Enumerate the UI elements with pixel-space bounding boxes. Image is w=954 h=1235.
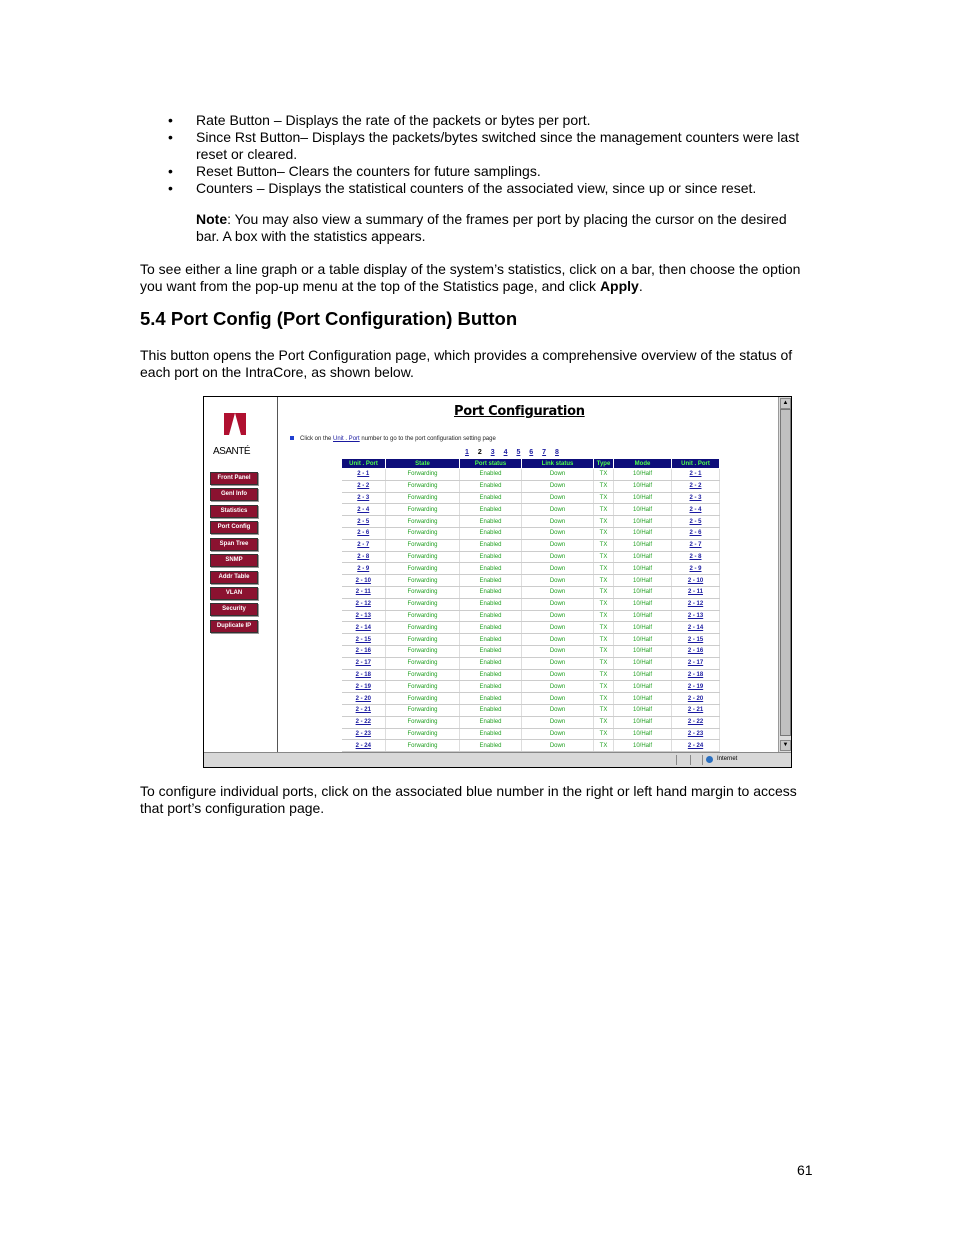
status-divider (676, 755, 677, 765)
table-cell: 10/Half (614, 563, 672, 575)
table-cell: Forwarding (386, 622, 460, 634)
table-row (342, 539, 720, 551)
statistics-paragraph: To see either a line graph or a table display of the system’s statistics, click on a bar, then choose the option you want from the pop-up menu at the top of the Statistics page, and click Apply. (140, 261, 801, 294)
table-cell: Enabled (460, 563, 522, 575)
table-cell: 10/Half (614, 551, 672, 563)
table-cell: TX (594, 622, 614, 634)
bullet-item: • Rate Button – Displays the rate of the packets or bytes per port. (168, 112, 591, 128)
table-cell: 10/Half (614, 480, 672, 492)
table-cell: Forwarding (386, 480, 460, 492)
table-cell: 10/Half (614, 728, 672, 740)
table-cell: Forwarding (386, 551, 460, 563)
table-cell: TX (594, 693, 614, 705)
table-cell: Enabled (460, 622, 522, 634)
table-cell: TX (594, 716, 614, 728)
table-cell: 10/Half (614, 693, 672, 705)
table-cell: TX (594, 657, 614, 669)
table-cell: Enabled (460, 693, 522, 705)
table-cell: Forwarding (386, 669, 460, 681)
port-link[interactable]: 2 - 11 (342, 586, 386, 598)
table-cell: Forwarding (386, 492, 460, 504)
unit-link-1[interactable]: 1 (465, 449, 469, 456)
table-cell: TX (594, 610, 614, 622)
table-row (342, 563, 720, 575)
table-cell: Forwarding (386, 539, 460, 551)
port-link[interactable]: 2 - 19 (342, 681, 386, 693)
table-row (342, 669, 720, 681)
table-cell: 10/Half (614, 586, 672, 598)
port-link[interactable]: 2 - 16 (342, 645, 386, 657)
instruction-text: Click on the Unit . Port number to go to the port configuration setting page (290, 436, 496, 442)
table-cell: Enabled (460, 586, 522, 598)
table-cell: Forwarding (386, 681, 460, 693)
table-cell: Forwarding (386, 610, 460, 622)
table-row (342, 575, 720, 587)
table-cell: Enabled (460, 539, 522, 551)
table-cell: Down (522, 575, 594, 587)
table-cell: Forwarding (386, 693, 460, 705)
unit-link-8[interactable]: 8 (555, 449, 559, 456)
table-cell: Forwarding (386, 527, 460, 539)
table-cell: Down (522, 657, 594, 669)
bullet-item: • Since Rst Button– Displays the packets/bytes switched since the management counters were last reset or cleared. (168, 129, 800, 162)
table-cell: TX (594, 527, 614, 539)
table-cell: Down (522, 716, 594, 728)
table-row (342, 610, 720, 622)
port-config-screenshot (203, 396, 792, 768)
port-link[interactable]: 2 - 15 (342, 634, 386, 646)
table-cell: Enabled (460, 740, 522, 752)
table-cell: Enabled (460, 645, 522, 657)
nav-port-config-button[interactable]: Port Config (210, 521, 258, 534)
table-cell: Down (522, 622, 594, 634)
port-link[interactable]: 2 - 22 (342, 716, 386, 728)
table-cell: Forwarding (386, 586, 460, 598)
table-cell: TX (594, 728, 614, 740)
table-cell: Enabled (460, 469, 522, 481)
note-label: Note (196, 211, 228, 227)
port-link[interactable]: 2 - 10 (672, 575, 720, 587)
status-divider (702, 755, 703, 765)
bullet-icon (290, 436, 294, 440)
table-cell: Enabled (460, 716, 522, 728)
table-cell: TX (594, 469, 614, 481)
unit-link-7[interactable]: 7 (542, 449, 547, 456)
table-cell: Forwarding (386, 716, 460, 728)
page-title: Port Configuration (454, 404, 585, 419)
table-row (342, 693, 720, 705)
table-row (342, 492, 720, 504)
bullet-dot-icon: • (168, 162, 173, 179)
unit-link-3[interactable]: 3 (490, 449, 495, 456)
bullet-dot-icon: • (168, 129, 173, 145)
table-row (342, 645, 720, 657)
port-link[interactable]: 2 - 10 (342, 575, 386, 587)
table-header-row (342, 459, 720, 469)
table-cell: Down (522, 634, 594, 646)
table-cell: TX (594, 492, 614, 504)
table-cell: Forwarding (386, 598, 460, 610)
table-cell: 10/Half (614, 704, 672, 716)
scroll-down-arrow-icon[interactable]: ▼ (780, 740, 791, 751)
port-link[interactable]: 2 - 24 (342, 740, 386, 752)
table-cell: Down (522, 610, 594, 622)
table-cell: TX (594, 480, 614, 492)
table-cell: TX (594, 669, 614, 681)
port-link[interactable]: 2 - 5 (342, 516, 386, 528)
table-row (342, 516, 720, 528)
table-cell: 10/Half (614, 539, 672, 551)
table-cell: TX (594, 551, 614, 563)
table-cell: TX (594, 740, 614, 752)
status-divider (690, 755, 691, 765)
table-body (342, 469, 720, 752)
table-cell: TX (594, 586, 614, 598)
table-row (342, 504, 720, 516)
table-cell: Enabled (460, 575, 522, 587)
table-cell: 10/Half (614, 645, 672, 657)
feature-bullet-list (168, 112, 818, 197)
table-row (342, 657, 720, 669)
bullet-item: • Reset Button– Clears the counters for future samplings. (168, 162, 541, 179)
vertical-scrollbar[interactable] (778, 397, 791, 752)
table-cell: Down (522, 598, 594, 610)
table-cell: Enabled (460, 610, 522, 622)
port-link[interactable]: 2 - 1 (672, 469, 720, 481)
bullet-dot-icon: • (168, 112, 173, 128)
unit-port-link[interactable]: Unit . Port (333, 436, 360, 442)
scroll-up-arrow-icon[interactable]: ▲ (780, 398, 791, 409)
port-link[interactable]: 2 - 17 (342, 657, 386, 669)
nav-front-panel-button[interactable]: Front Panel (210, 472, 258, 485)
table-cell: TX (594, 539, 614, 551)
asante-logo-icon (224, 413, 246, 435)
table-cell: Down (522, 563, 594, 575)
note-text: : You may also view a summary of the frames per port by placing the cursor on the desired bar. A box with the statistics appears. (196, 211, 787, 244)
table-cell: 10/Half (614, 634, 672, 646)
table-cell: Enabled (460, 657, 522, 669)
table-row (342, 527, 720, 539)
table-cell: Forwarding (386, 740, 460, 752)
table-cell: Enabled (460, 728, 522, 740)
port-link[interactable]: 2 - 24 (672, 740, 720, 752)
nav-genl-info-button[interactable]: Genl Info (210, 488, 258, 501)
page-number: 61 (797, 1162, 813, 1178)
column-header: Unit . Port (342, 459, 386, 469)
port-link[interactable]: 2 - 12 (672, 598, 720, 610)
port-link[interactable]: 2 - 13 (342, 610, 386, 622)
port-link[interactable]: 2 - 21 (342, 704, 386, 716)
port-link[interactable]: 2 - 2 (342, 480, 386, 492)
table-cell: 10/Half (614, 469, 672, 481)
port-link[interactable]: 2 - 7 (342, 539, 386, 551)
nav-security-button[interactable]: Security (210, 603, 258, 616)
table-row (342, 622, 720, 634)
port-link[interactable]: 2 - 14 (342, 622, 386, 634)
table-row (342, 551, 720, 563)
scroll-thumb[interactable] (780, 409, 791, 736)
port-link[interactable]: 2 - 23 (672, 728, 720, 740)
table-cell: Down (522, 704, 594, 716)
port-link[interactable]: 2 - 16 (672, 645, 720, 657)
table-cell: Enabled (460, 551, 522, 563)
port-link[interactable]: 2 - 11 (672, 586, 720, 598)
unit-selector (465, 449, 566, 456)
nav-span-tree-button[interactable]: Span Tree (210, 538, 258, 551)
table-cell: Forwarding (386, 563, 460, 575)
port-link[interactable]: 2 - 15 (672, 634, 720, 646)
table-cell: Forwarding (386, 634, 460, 646)
port-link[interactable]: 2 - 19 (672, 681, 720, 693)
nav-vlan-button[interactable]: VLAN (210, 587, 258, 600)
table-cell: Down (522, 480, 594, 492)
main-content (278, 397, 777, 752)
nav-sidebar (204, 397, 278, 752)
port-link[interactable]: 2 - 18 (342, 669, 386, 681)
table-cell: TX (594, 681, 614, 693)
table-cell: Down (522, 669, 594, 681)
port-link[interactable]: 2 - 6 (342, 527, 386, 539)
table-cell: Enabled (460, 598, 522, 610)
table-cell: TX (594, 516, 614, 528)
table-cell: 10/Half (614, 504, 672, 516)
table-cell: Down (522, 681, 594, 693)
port-link[interactable]: 2 - 7 (672, 539, 720, 551)
table-cell: TX (594, 563, 614, 575)
port-link[interactable]: 2 - 6 (672, 527, 720, 539)
table-row (342, 704, 720, 716)
nav-statistics-button[interactable]: Statistics (210, 505, 258, 518)
table-cell: Enabled (460, 681, 522, 693)
logo-text: ASANTÉ (213, 446, 251, 457)
table-cell: Forwarding (386, 469, 460, 481)
column-header: Unit . Port (672, 459, 720, 469)
unit-current-2: 2 (477, 449, 482, 456)
table-cell: 10/Half (614, 527, 672, 539)
table-cell: 10/Half (614, 598, 672, 610)
unit-link-6[interactable]: 6 (529, 449, 534, 456)
table-cell: 10/Half (614, 492, 672, 504)
table-row (342, 728, 720, 740)
table-row (342, 480, 720, 492)
table-cell: 10/Half (614, 657, 672, 669)
table-cell: Enabled (460, 480, 522, 492)
intro-paragraph: This button opens the Port Configuration page, which provides a comprehensive overview of the status of each port on the IntraCore, as shown below. (140, 347, 793, 380)
column-header: Type (594, 459, 614, 469)
port-link[interactable]: 2 - 14 (672, 622, 720, 634)
port-link[interactable]: 2 - 12 (342, 598, 386, 610)
port-link[interactable]: 2 - 5 (672, 516, 720, 528)
port-link[interactable]: 2 - 9 (672, 563, 720, 575)
table-cell: Forwarding (386, 575, 460, 587)
table-cell: TX (594, 704, 614, 716)
port-link[interactable]: 2 - 2 (672, 480, 720, 492)
port-link[interactable]: 2 - 8 (672, 551, 720, 563)
port-link[interactable]: 2 - 23 (342, 728, 386, 740)
table-cell: Down (522, 527, 594, 539)
table-cell: Down (522, 693, 594, 705)
table-row (342, 598, 720, 610)
table-cell: Enabled (460, 634, 522, 646)
unit-link-5[interactable]: 5 (516, 449, 521, 456)
table-cell: Down (522, 516, 594, 528)
table-cell: Down (522, 539, 594, 551)
browser-status-bar (204, 752, 791, 768)
table-cell: TX (594, 504, 614, 516)
column-header: State (386, 459, 460, 469)
table-cell: Forwarding (386, 728, 460, 740)
closing-paragraph: To configure individual ports, click on the associated blue number in the right or left hand margin to access that port’s configuration page. (140, 783, 797, 816)
table-row (342, 469, 720, 481)
table-row (342, 586, 720, 598)
bullet-item: • Counters – Displays the statistical counters of the associated view, since up or since reset. (168, 179, 757, 196)
table-cell: Enabled (460, 527, 522, 539)
apply-keyword: Apply (599, 277, 639, 294)
port-link[interactable]: 2 - 22 (672, 716, 720, 728)
table-cell: 10/Half (614, 622, 672, 634)
table-cell: Down (522, 645, 594, 657)
table-cell: Down (522, 551, 594, 563)
table-cell: Forwarding (386, 645, 460, 657)
table-cell: 10/Half (614, 669, 672, 681)
table-cell: Down (522, 728, 594, 740)
internet-zone-icon (706, 756, 713, 763)
nav-snmp-button[interactable]: SNMP (210, 554, 258, 567)
nav-duplicate-ip-button[interactable]: Duplicate IP (210, 620, 258, 633)
table-cell: 10/Half (614, 516, 672, 528)
port-link[interactable]: 2 - 4 (342, 504, 386, 516)
port-link[interactable]: 2 - 9 (342, 563, 386, 575)
port-link[interactable]: 2 - 20 (342, 693, 386, 705)
table-cell: Enabled (460, 516, 522, 528)
port-link[interactable]: 2 - 8 (342, 551, 386, 563)
table-cell: Enabled (460, 504, 522, 516)
port-link[interactable]: 2 - 21 (672, 704, 720, 716)
table-cell: Enabled (460, 704, 522, 716)
table-row (342, 634, 720, 646)
table-cell: 10/Half (614, 681, 672, 693)
port-link[interactable]: 2 - 3 (342, 492, 386, 504)
table-cell: 10/Half (614, 575, 672, 587)
column-header: Link status (522, 459, 594, 469)
table-cell: Down (522, 586, 594, 598)
port-link[interactable]: 2 - 17 (672, 657, 720, 669)
table-cell: 10/Half (614, 716, 672, 728)
table-row (342, 681, 720, 693)
table-cell: Forwarding (386, 704, 460, 716)
zone-label: Internet (717, 756, 738, 762)
port-link[interactable]: 2 - 1 (342, 469, 386, 481)
table-cell: Enabled (460, 492, 522, 504)
table-row (342, 740, 720, 752)
section-heading: 5.4 Port Config (Port Configuration) Button (140, 308, 518, 329)
port-table (341, 458, 720, 752)
table-cell: 10/Half (614, 610, 672, 622)
table-row (342, 716, 720, 728)
unit-link-4[interactable]: 4 (503, 449, 508, 456)
column-header: Port status (460, 459, 522, 469)
bullet-dot-icon: • (168, 179, 173, 196)
table-cell: Forwarding (386, 516, 460, 528)
port-link[interactable]: 2 - 3 (672, 492, 720, 504)
table-cell: Forwarding (386, 504, 460, 516)
column-header: Mode (614, 459, 672, 469)
table-cell: Down (522, 469, 594, 481)
port-link[interactable]: 2 - 13 (672, 610, 720, 622)
table-cell: Down (522, 504, 594, 516)
table-cell: TX (594, 645, 614, 657)
table-cell: TX (594, 575, 614, 587)
table-cell: 10/Half (614, 740, 672, 752)
table-cell: Down (522, 492, 594, 504)
port-link[interactable]: 2 - 18 (672, 669, 720, 681)
port-link[interactable]: 2 - 4 (672, 504, 720, 516)
table-cell: Forwarding (386, 657, 460, 669)
table-cell: Enabled (460, 669, 522, 681)
table-cell: TX (594, 598, 614, 610)
port-link[interactable]: 2 - 20 (672, 693, 720, 705)
nav-addr-table-button[interactable]: Addr Table (210, 571, 258, 584)
table-cell: TX (594, 634, 614, 646)
note-paragraph (196, 211, 806, 245)
table-cell: Down (522, 740, 594, 752)
